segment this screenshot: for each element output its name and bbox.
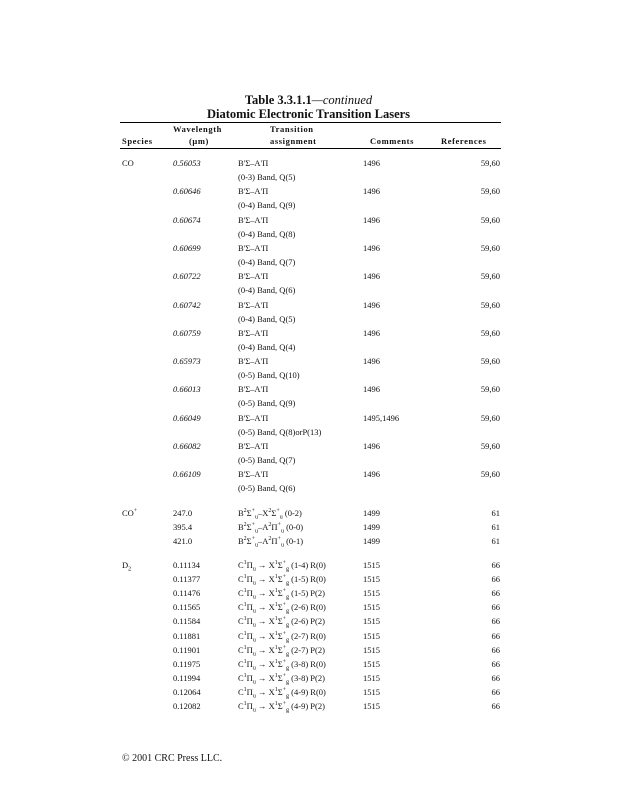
tr-part: Σ [277,658,283,669]
tr-sup: 2 [268,536,272,543]
references-cell: 61 [491,522,500,532]
tr-sup: 1 [243,658,247,665]
tr-sub: u [255,542,259,549]
tr-part: → X [255,701,275,711]
comments-cell: 1495,1496 [363,412,400,423]
tr-part: (0-2) [282,508,302,518]
tr-part: C [238,574,244,585]
tr-sup: 1 [274,630,278,637]
tr-band: (1-5) R(0) [291,574,326,585]
tr-sub: u [255,514,259,521]
transition-cell [238,522,303,533]
comments-cell: 1515 [363,686,380,697]
tr-band: (1-4) R(0) [291,560,326,570]
tr-part: Π [271,536,278,546]
tr-part: C [238,588,244,599]
comments-cell: 1515 [363,574,380,585]
header-rule [120,148,501,149]
references-cell: 66 [491,701,500,711]
tr-part: Π [246,644,253,655]
transition-cell [238,659,326,670]
band-cell: (0-3) Band, Q(5) [238,172,296,182]
tr-sup: + [282,560,287,567]
wavelength-cell: 0.66109 [173,469,201,480]
tr-sup: + [251,508,256,515]
tr-part: Π [246,658,253,669]
transition-cell [238,536,303,547]
comments-cell: 1499 [363,522,380,532]
tr-sub: g [286,665,290,672]
references-cell: 66 [491,630,500,641]
species-d2 [122,560,131,571]
tr-part: Σ [246,508,252,518]
comments-cell: 1496 [363,299,380,310]
tr-sup: 1 [274,602,278,609]
transition-cell [238,588,325,599]
references-cell: 61 [491,536,500,546]
tr-sup: + [282,588,287,595]
references-cell: 59,60 [480,384,500,395]
species-co-plus-charge: + [133,508,138,515]
tr-part: → X [255,630,275,641]
transition-cell: B'Σ–A'Π [238,242,269,253]
tr-sup: + [282,687,287,694]
wavelength-cell: 0.66082 [173,441,201,451]
tr-part: C [238,658,244,669]
tr-band: (3-8) P(2) [291,672,325,683]
tr-sup: + [277,536,281,543]
tr-band: (2-6) P(2) [291,616,325,627]
transition-cell: B'Σ–A'Π [238,469,269,480]
tr-sub: g [286,566,290,573]
tr-sup: 1 [243,644,247,651]
tr-part: Σ [246,536,252,546]
wavelength-cell: 0.60722 [173,271,201,282]
transition-cell [238,645,325,656]
transition-cell [238,508,302,519]
references-cell: 61 [491,508,500,518]
transition-cell [238,602,326,613]
references-cell: 66 [491,686,500,697]
tr-part: Σ [277,672,283,683]
tr-sup: 2 [243,522,247,529]
tr-part: Π [246,686,253,697]
tr-sup: 2 [268,508,272,515]
tr-sub: u [279,514,283,521]
transition-cell [238,687,326,698]
tr-part: Σ [277,560,283,570]
wavelength-cell: 0.11584 [173,616,201,627]
tr-sup: 1 [274,658,278,665]
comments-cell: 1515 [363,644,380,655]
tr-part: C [238,602,244,613]
tr-sub: g [286,623,290,630]
tr-part: Π [246,560,253,570]
tr-part: C [238,630,244,641]
band-cell: (0-4) Band, Q(4) [238,341,296,352]
tr-sub: g [286,580,290,587]
references-cell: 59,60 [480,186,500,197]
comments-cell: 1515 [363,630,380,641]
tr-band: (4-9) P(2) [291,701,325,711]
band-cell: (0-4) Band, Q(8) [238,228,296,239]
tr-sup: + [251,536,256,543]
tr-sup: 1 [243,630,247,637]
tr-sup: + [282,574,287,581]
transition-cell: B'Σ–A'Π [238,214,269,225]
tr-sub: g [286,707,290,714]
band-cell: (0-5) Band, Q(7) [238,455,296,465]
comments-cell: 1496 [363,327,380,338]
references-cell: 66 [491,588,500,599]
tr-sup: + [282,658,287,665]
references-cell: 59,60 [480,271,500,282]
comments-cell: 1496 [363,214,380,225]
tr-sup: 1 [274,687,278,694]
references-cell: 66 [491,644,500,655]
references-cell: 59,60 [480,242,500,253]
tr-band: (2-7) R(0) [291,630,326,641]
references-cell: 66 [491,574,500,585]
references-cell: 59,60 [480,469,500,480]
tr-part: Π [246,701,253,711]
header-transition: Transition [270,124,314,134]
band-cell: (0-5) Band, Q(9) [238,398,296,409]
transition-cell [238,574,326,585]
tr-part: → X [255,602,275,613]
comments-cell: 1515 [363,701,380,711]
footer-copyright: © 2001 CRC Press LLC. [122,753,223,764]
tr-part: Σ [277,644,283,655]
header-wavelength: Wavelength [173,124,222,134]
transition-cell [238,631,326,642]
references-cell: 59,60 [480,327,500,338]
tr-sup: 2 [268,522,272,529]
tr-part: C [238,616,244,627]
wavelength-cell: 0.65973 [173,356,201,367]
comments-cell: 1496 [363,271,380,282]
tr-part: Π [246,602,253,613]
header-comments: Comments [370,136,414,146]
tr-sup: 1 [274,588,278,595]
tr-sub: g [286,693,290,700]
references-cell: 59,60 [480,299,500,310]
tr-part: Π [246,672,253,683]
table-title [0,93,617,108]
tr-part: → X [255,560,275,570]
tr-sub: g [286,637,290,644]
tr-sup: + [251,522,256,529]
wavelength-cell: 0.60646 [173,186,201,197]
tr-sub: u [252,594,256,601]
header-wavelength-unit: (μm) [189,136,209,146]
tr-sup: + [282,672,287,679]
tr-sup: + [282,701,287,708]
species-d2-sub: 2 [128,566,132,573]
tr-sup: + [277,522,281,529]
references-cell: 66 [491,658,500,669]
table-title-main: Table 3.3.1.1 [244,93,312,107]
tr-part: C [238,701,244,711]
comments-cell: 1499 [363,508,380,518]
tr-sub: g [286,608,290,615]
tr-sup: + [276,508,280,515]
tr-sub: u [252,651,256,658]
tr-part: → X [255,616,275,627]
table-title-continued: —continued [311,93,373,107]
wavelength-cell: 0.60742 [173,299,201,310]
band-cell: (0-5) Band, Q(8)orP(13) [238,426,322,437]
tr-sub: u [252,566,256,573]
tr-band: (4-9) R(0) [291,686,326,697]
transition-cell [238,701,325,712]
tr-sup: 1 [274,616,278,623]
tr-band: (1-5) P(2) [291,588,325,599]
wavelength-cell: 0.11476 [173,588,201,599]
header-references: References [441,136,487,146]
band-cell: (0-4) Band, Q(5) [238,313,296,324]
wavelength-cell: 0.12082 [173,701,201,711]
band-cell: (0-4) Band, Q(9) [238,200,296,211]
references-cell: 59,60 [480,214,500,225]
wavelength-cell: 0.11377 [173,574,201,585]
wavelength-cell: 0.11994 [173,672,201,683]
tr-sub: u [252,623,256,630]
comments-cell: 1496 [363,384,380,395]
tr-part: Σ [246,522,252,532]
tr-part: Π [246,630,253,641]
tr-sup: 1 [243,560,247,567]
wavelength-cell: 421.0 [173,536,193,546]
tr-sub: u [255,528,259,535]
header-assignment: assignment [270,136,317,146]
comments-cell: 1496 [363,242,380,253]
table-subtitle: Diatomic Electronic Transition Lasers [206,107,411,121]
tr-part: Σ [277,616,283,627]
transition-cell [238,560,326,571]
comments-cell: 1515 [363,616,380,627]
band-cell: (0-5) Band, Q(10) [238,370,300,381]
wavelength-cell: 0.11134 [173,560,200,570]
tr-sup: 2 [243,508,247,515]
tr-part: Σ [277,588,283,599]
tr-sup: 1 [274,644,278,651]
species-co: CO [122,158,134,168]
tr-part: Σ [277,686,283,697]
tr-part: Σ [277,630,283,641]
wavelength-cell: 247.0 [173,508,193,518]
wavelength-cell: 0.60699 [173,242,201,253]
comments-cell: 1499 [363,536,380,546]
references-cell: 66 [491,672,500,683]
tr-sub: u [252,665,256,672]
tr-sup: 1 [274,701,278,708]
tr-sub: u [252,679,256,686]
transition-cell: B'Σ–A'Π [238,327,269,338]
tr-part: –X [258,508,269,518]
comments-cell: 1496 [363,158,380,168]
tr-part: → X [255,672,275,683]
transition-cell: B'Σ–A'Π [238,186,269,197]
tr-band: (3-8) R(0) [291,658,326,669]
band-cell: (0-5) Band, Q(6) [238,483,296,494]
tr-part: Σ [277,574,283,585]
comments-cell: 1496 [363,186,380,197]
tr-sup: 1 [243,574,247,581]
tr-part: → X [255,658,275,669]
references-cell: 66 [491,560,500,570]
comments-cell: 1515 [363,560,380,570]
comments-cell: 1496 [363,356,380,367]
tr-sub: g [286,651,290,658]
transition-cell: B'Σ–A'Π [238,356,269,367]
top-rule [120,122,501,123]
tr-part: C [238,686,244,697]
tr-part: B [238,522,244,532]
transition-cell: B'Σ–A'Π [238,158,269,168]
tr-sub: u [252,608,256,615]
references-cell: 59,60 [480,158,500,168]
comments-cell: 1496 [363,469,380,480]
tr-sup: 1 [274,574,278,581]
transition-cell: B'Σ–A'Π [238,384,269,395]
wavelength-cell: 0.11565 [173,602,201,613]
tr-sub: u [252,693,256,700]
tr-sup: 1 [243,672,247,679]
tr-sub: u [280,542,284,549]
wavelength-cell: 0.11975 [173,658,201,669]
tr-part: –A [258,522,269,532]
tr-part: → X [255,574,275,585]
transition-cell: B'Σ–A'Π [238,441,269,451]
tr-part: Π [246,574,253,585]
wavelength-cell: 0.60759 [173,327,201,338]
transition-cell: B'Σ–A'Π [238,299,269,310]
tr-part: C [238,560,244,570]
tr-part: Π [271,522,278,532]
wavelength-cell: 395.4 [173,522,193,532]
band-cell: (0-4) Band, Q(6) [238,285,296,296]
comments-cell: 1515 [363,658,380,669]
tr-part: Π [246,616,253,627]
wavelength-cell: 0.66049 [173,412,201,423]
wavelength-cell: 0.11881 [173,630,201,641]
tr-sup: 1 [243,588,247,595]
tr-part: B [238,536,244,546]
band-cell: (0-4) Band, Q(7) [238,256,296,267]
tr-sup: + [282,616,287,623]
tr-sub: u [252,580,256,587]
references-cell: 66 [491,602,500,613]
tr-sub: g [286,679,290,686]
tr-sup: 1 [243,701,247,708]
tr-part: C [238,672,244,683]
tr-part: (0-0) [283,522,304,532]
tr-sub: u [252,707,256,714]
tr-sup: + [282,602,287,609]
wavelength-cell: 0.11901 [173,644,201,655]
references-cell: 59,60 [480,356,500,367]
comments-cell: 1515 [363,602,380,613]
tr-sup: 1 [243,687,247,694]
tr-part: B [238,508,244,518]
tr-sup: 1 [274,672,278,679]
wavelength-cell: 0.66013 [173,384,201,395]
tr-sub: u [252,637,256,644]
tr-part: → X [255,686,275,697]
tr-band: (2-7) P(2) [291,644,325,655]
references-cell: 59,60 [480,441,500,451]
tr-sup: 1 [243,616,247,623]
tr-part: Σ [277,701,283,711]
species-co-plus-base: CO [122,508,134,518]
tr-part: (0-1) [283,536,304,546]
references-cell: 66 [491,616,500,627]
transition-cell: B'Σ–A'Π [238,412,269,423]
wavelength-cell: 0.56053 [173,158,201,168]
tr-sup: 1 [274,560,278,567]
tr-part: → X [255,588,275,599]
species-co-plus [122,508,137,519]
transition-cell [238,673,325,684]
tr-sup: 1 [243,602,247,609]
transition-cell [238,616,325,630]
tr-sub: u [280,528,284,535]
tr-part: → X [255,644,275,655]
references-cell: 59,60 [480,412,500,423]
header-species: Species [122,136,153,146]
tr-sup: + [282,644,287,651]
tr-part: –A [258,536,269,546]
tr-band: (2-6) R(0) [291,602,326,613]
wavelength-cell: 0.12064 [173,686,201,697]
wavelength-cell: 0.60674 [173,214,201,225]
tr-sup: + [282,630,287,637]
comments-cell: 1515 [363,588,380,599]
comments-cell: 1515 [363,672,380,683]
comments-cell: 1496 [363,441,380,451]
tr-part: Σ [277,602,283,613]
transition-cell: B'Σ–A'Π [238,271,269,282]
tr-part: C [238,644,244,655]
species-d2-base: D [122,560,129,570]
tr-part: Σ [271,508,277,518]
tr-part: Π [246,588,253,599]
tr-sub: g [286,594,290,601]
tr-sup: 2 [243,536,247,543]
